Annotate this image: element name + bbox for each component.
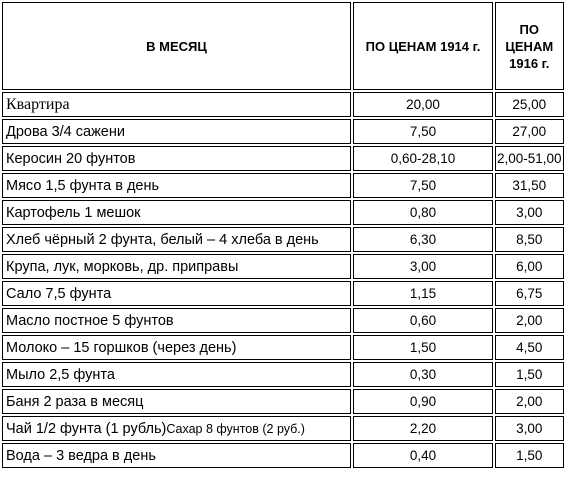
price-1916-cell: 2,00 xyxy=(495,308,564,333)
header-1916 xyxy=(495,2,564,90)
price-1914-cell: 0,60-28,10 xyxy=(353,146,493,171)
price-1914-cell: 1,50 xyxy=(353,335,493,360)
price-1916-cell: 31,50 xyxy=(495,173,564,198)
price-1916-cell: 1,50 xyxy=(495,443,564,468)
price-1916-cell: 25,00 xyxy=(495,92,564,117)
item-cell: Масло постное 5 фунтов xyxy=(2,308,351,333)
table-row xyxy=(2,362,564,387)
table-row xyxy=(2,281,564,306)
item-cell: Дрова 3/4 сажени xyxy=(2,119,351,144)
item-cell: Крупа, лук, морковь, др. приправы xyxy=(2,254,351,279)
header-month: В МЕСЯЦ xyxy=(2,2,351,90)
item-note: Сахар 8 фунтов (2 руб.) xyxy=(166,421,305,436)
table-row xyxy=(2,227,564,252)
price-1916-cell: 2,00-51,00 xyxy=(495,146,564,171)
price-1914-cell: 2,20 xyxy=(353,416,493,441)
price-1914-cell: 3,00 xyxy=(353,254,493,279)
price-1916-cell: 3,00 xyxy=(495,416,564,441)
table-row xyxy=(2,254,564,279)
table-row xyxy=(2,200,564,225)
item-cell: Квартира xyxy=(2,92,351,117)
table-row xyxy=(2,119,564,144)
table-row xyxy=(2,389,564,414)
item-cell: Баня 2 раза в месяц xyxy=(2,389,351,414)
item-text: Чай 1/2 фунта (1 рубль) xyxy=(6,420,167,437)
price-1916-cell: 1,50 xyxy=(495,362,564,387)
item-cell: Картофель 1 мешок xyxy=(2,200,351,225)
price-1914-cell: 7,50 xyxy=(353,173,493,198)
price-1916-cell: 8,50 xyxy=(495,227,564,252)
table-row xyxy=(2,308,564,333)
price-1916-cell: 6,75 xyxy=(495,281,564,306)
price-1914-cell: 6,30 xyxy=(353,227,493,252)
price-1914-cell: 0,90 xyxy=(353,389,493,414)
price-1916-cell: 6,00 xyxy=(495,254,564,279)
price-1916-cell: 27,00 xyxy=(495,119,564,144)
header-1916-line1: ПО xyxy=(519,21,540,37)
price-1914-cell: 0,30 xyxy=(353,362,493,387)
table-row xyxy=(2,146,564,171)
item-cell: Вода – 3 ведра в день xyxy=(2,443,351,468)
price-1916-cell: 2,00 xyxy=(495,389,564,414)
item-cell: Молоко – 15 горшков (через день) xyxy=(2,335,351,360)
header-row xyxy=(2,2,564,90)
price-1916-cell: 3,00 xyxy=(495,200,564,225)
price-1916-cell: 4,50 xyxy=(495,335,564,360)
item-cell xyxy=(2,416,351,441)
header-1916-line3: 1916 г. xyxy=(509,55,550,71)
table-row xyxy=(2,173,564,198)
item-cell: Мыло 2,5 фунта xyxy=(2,362,351,387)
price-1914-cell: 7,50 xyxy=(353,119,493,144)
table-row xyxy=(2,92,564,117)
table-row xyxy=(2,443,564,468)
header-1916-line2: ЦЕНАМ xyxy=(505,38,554,54)
header-1914: ПО ЦЕНАМ 1914 г. xyxy=(353,2,493,90)
price-1914-cell: 1,15 xyxy=(353,281,493,306)
table-row xyxy=(2,335,564,360)
item-cell: Хлеб чёрный 2 фунта, белый – 4 хлеба в день xyxy=(2,227,351,252)
price-1914-cell: 0,40 xyxy=(353,443,493,468)
price-1914-cell: 20,00 xyxy=(353,92,493,117)
price-1914-cell: 0,60 xyxy=(353,308,493,333)
table-row xyxy=(2,416,564,441)
item-cell: Сало 7,5 фунта xyxy=(2,281,351,306)
item-cell: Керосин 20 фунтов xyxy=(2,146,351,171)
item-cell: Мясо 1,5 фунта в день xyxy=(2,173,351,198)
price-1914-cell: 0,80 xyxy=(353,200,493,225)
